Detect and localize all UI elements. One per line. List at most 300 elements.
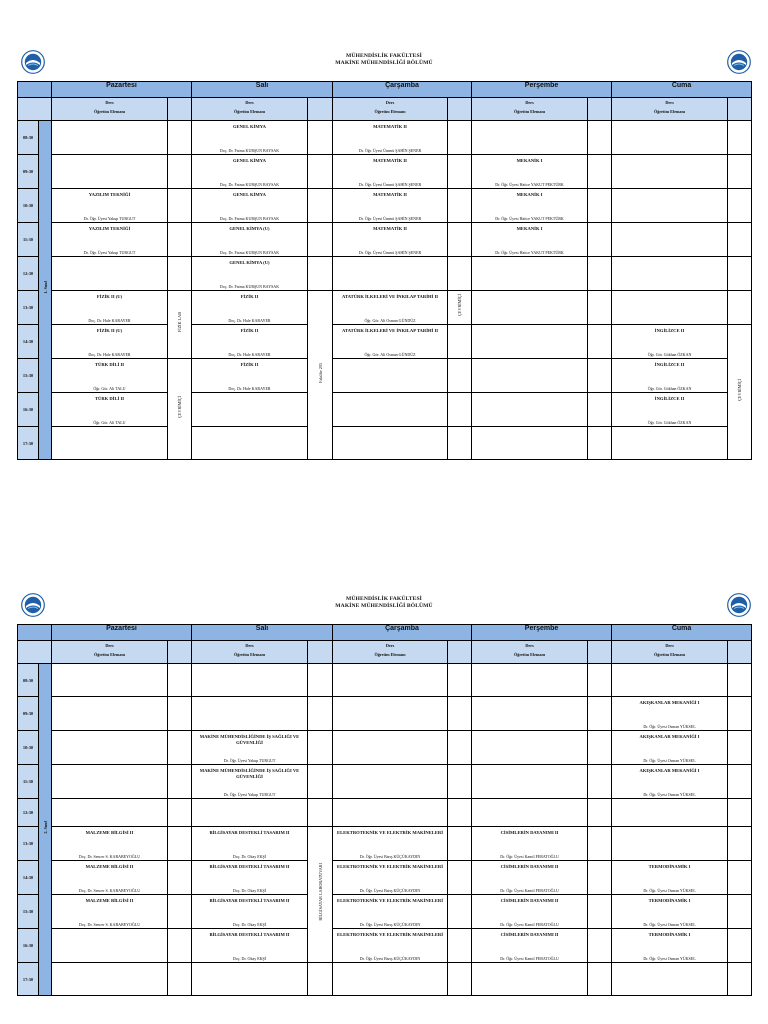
course-teacher: Dr. Öğr. Üyesi Kamil FERATOĞLU	[500, 888, 559, 893]
course-block	[52, 325, 167, 358]
course-name: FİZİK II	[240, 328, 259, 333]
course-teacher: Dr. Öğr. Üyesi Barış KÜÇÜKAYDIN	[359, 888, 421, 893]
sub-header-side	[588, 641, 612, 664]
side-cell	[448, 697, 472, 731]
empty-cell	[192, 427, 308, 460]
course-block	[192, 291, 307, 324]
day-header-sali: Salı	[192, 625, 333, 641]
empty-cell	[333, 765, 448, 799]
course-cell	[472, 189, 588, 223]
course-teacher: Dr. Öğr. Üyesi Osman YÜKSEL	[643, 724, 696, 729]
time-label: 14:30	[18, 325, 39, 359]
time-row	[18, 155, 752, 189]
teacher-label: Öğretim Elemanı	[514, 652, 546, 657]
side-cell	[168, 861, 192, 895]
course-cell	[612, 895, 728, 929]
side-cell	[168, 895, 192, 929]
empty-cell	[612, 291, 728, 325]
department-title: MAKİNE MÜHENDİSLİĞİ BÖLÜMÜ	[335, 60, 433, 66]
sub-header-side	[308, 98, 333, 121]
room-label: FİZİK LAB	[177, 311, 182, 333]
time-label: 08:30	[18, 664, 39, 697]
empty-cell	[333, 963, 448, 996]
course-cell	[333, 291, 448, 325]
time-label: 11:30	[18, 765, 39, 799]
side-cell	[168, 963, 192, 996]
course-teacher: Doç. Dr. Hale KARAYER	[88, 352, 131, 357]
course-name: MATEMATİK II	[373, 192, 407, 197]
course-block	[333, 291, 447, 324]
course-block	[612, 929, 727, 962]
empty-cell	[192, 799, 308, 827]
teacher-label: Öğretim Elemanı	[374, 652, 406, 657]
course-name: İNGİLİZCE II	[654, 328, 685, 333]
schedule-header	[17, 588, 751, 624]
time-label: 11:30	[18, 223, 39, 257]
room-cell	[308, 291, 333, 460]
side-cell	[448, 664, 472, 697]
course-cell	[52, 861, 168, 895]
course-block	[612, 895, 727, 928]
side-cell	[588, 359, 612, 393]
course-block	[333, 155, 447, 188]
side-cell	[728, 189, 752, 223]
teacher-label: Öğretim Elemanı	[94, 109, 125, 114]
time-row	[18, 731, 752, 765]
time-row	[18, 963, 752, 996]
empty-cell	[52, 765, 168, 799]
course-name: FİZİK II	[240, 294, 259, 299]
course-teacher: Doç. Dr. Fatma KURŞUN BAYSAK	[219, 284, 280, 289]
side-cell	[308, 257, 333, 291]
course-cell	[472, 929, 588, 963]
side-cell	[448, 325, 472, 359]
department-title: MAKİNE MÜHENDİSLİĞİ BÖLÜMÜ	[335, 603, 433, 609]
course-name: İNGİLİZCE II	[654, 396, 685, 401]
course-teacher: Dr. Öğr. Üyesi Barış KÜÇÜKAYDIN	[359, 854, 421, 859]
empty-cell	[52, 155, 168, 189]
empty-cell	[52, 427, 168, 460]
course-teacher: Öğr. Gör. Gökhan ÖZKAN	[647, 352, 692, 357]
empty-cell	[333, 393, 448, 427]
side-cell	[588, 121, 612, 155]
time-label: 16:30	[18, 393, 39, 427]
side-cell	[448, 765, 472, 799]
course-name: ATATÜRK İLKELERİ VE İNKILAP TARİHİ II	[341, 328, 439, 333]
course-cell	[192, 861, 308, 895]
course-cell	[472, 827, 588, 861]
course-block	[192, 731, 307, 764]
course-name: AKIŞKANLAR MEKANİĞİ I	[639, 700, 700, 705]
side-cell	[168, 731, 192, 765]
course-cell	[192, 121, 308, 155]
time-row	[18, 861, 752, 895]
empty-cell	[612, 963, 728, 996]
time-row	[18, 121, 752, 155]
empty-cell	[472, 963, 588, 996]
course-label: Ders	[665, 643, 674, 648]
sub-header-side	[308, 641, 333, 664]
schedule-1	[17, 45, 751, 460]
empty-cell	[472, 393, 588, 427]
course-cell	[612, 731, 728, 765]
side-cell	[588, 929, 612, 963]
course-cell	[192, 359, 308, 393]
course-name: TÜRK DİLİ II	[94, 362, 125, 367]
empty-cell	[472, 257, 588, 291]
sub-header-carsamba	[333, 641, 448, 664]
side-cell	[308, 189, 333, 223]
time-row	[18, 325, 752, 359]
course-teacher: Doç. Dr. Okay EKŞİ	[232, 956, 267, 961]
side-cell	[448, 257, 472, 291]
side-cell	[588, 963, 612, 996]
course-cell	[472, 155, 588, 189]
course-block	[52, 393, 167, 426]
course-cell	[52, 223, 168, 257]
course-cell	[333, 223, 448, 257]
side-cell	[728, 765, 752, 799]
side-cell	[588, 325, 612, 359]
course-name: ELEKTROTEKNİK VE ELEKTRİK MAKİNELERİ	[337, 932, 443, 937]
course-teacher: Dr. Öğr. Üyesi Osman YÜKSEL	[643, 758, 696, 763]
course-block	[612, 359, 727, 392]
course-block	[472, 189, 587, 222]
course-block	[192, 189, 307, 222]
course-name: TERMODİNAMİK I	[648, 898, 691, 903]
class-year-cell	[39, 121, 52, 460]
course-label: Ders	[105, 643, 114, 648]
empty-cell	[333, 799, 448, 827]
empty-cell	[472, 121, 588, 155]
course-cell	[472, 223, 588, 257]
course-cell	[333, 827, 448, 861]
schedule-2	[17, 588, 751, 996]
side-cell	[168, 664, 192, 697]
empty-cell	[472, 765, 588, 799]
university-logo-icon	[21, 593, 45, 617]
course-name: CİSİMLERİN DAYANIMI II	[500, 864, 559, 869]
course-cell	[192, 189, 308, 223]
room-label: BİLGİSAYAR LABORATUVARI	[317, 863, 323, 921]
course-cell	[192, 731, 308, 765]
course-teacher: Dr. Öğr. Üyesi Kamil FERATOĞLU	[500, 956, 559, 961]
side-cell	[308, 223, 333, 257]
course-teacher: Dr. Öğr. Üyesi Osman YÜKSEL	[643, 956, 696, 961]
course-teacher: Öğr. Gör. Ali Osman GÜNDÜZ	[364, 352, 416, 357]
course-cell	[333, 929, 448, 963]
course-name: GENEL KİMYA	[233, 192, 266, 197]
sub-header-cuma	[612, 641, 728, 664]
course-label: Ders	[525, 100, 534, 105]
time-label: 08:30	[18, 121, 39, 155]
course-cell	[52, 325, 168, 359]
course-cell	[192, 291, 308, 325]
course-name: TERMODİNAMİK I	[648, 864, 691, 869]
course-teacher: Dr. Öğr. Üyesi Osman YÜKSEL	[643, 888, 696, 893]
day-header-carsamba: Çarşamba	[333, 625, 472, 641]
side-cell	[168, 827, 192, 861]
course-block	[192, 827, 307, 860]
course-block	[192, 155, 307, 188]
course-teacher: Öğr. Gör. Ali TALU	[93, 386, 126, 391]
side-cell	[728, 895, 752, 929]
side-cell	[588, 291, 612, 325]
sub-header-side	[448, 98, 472, 121]
course-block	[52, 223, 167, 256]
course-name: MEKANİK I	[516, 192, 543, 197]
teacher-label: Öğretim Elemanı	[94, 652, 125, 657]
side-cell	[728, 963, 752, 996]
side-cell	[588, 799, 612, 827]
sub-header-side	[728, 98, 752, 121]
time-label: 10:30	[18, 731, 39, 765]
empty-cell	[612, 827, 728, 861]
side-cell	[168, 765, 192, 799]
room-cell	[168, 359, 192, 460]
course-teacher: Dr. Öğr. Üyesi Ümmü ŞAHİN ŞENER	[358, 250, 422, 255]
course-cell	[52, 291, 168, 325]
side-cell	[588, 257, 612, 291]
day-header-pazartesi: Pazartesi	[52, 625, 192, 641]
empty-cell	[52, 697, 168, 731]
time-row	[18, 223, 752, 257]
course-teacher: Doç. Dr. Fatma KURŞUN BAYSAK	[219, 216, 280, 221]
course-name: MATEMATİK II	[373, 226, 407, 231]
course-teacher: Dr. Öğr. Üyesi Ümmü ŞAHİN ŞENER	[358, 148, 422, 153]
empty-cell	[472, 731, 588, 765]
sub-header-pazartesi	[52, 641, 168, 664]
course-block	[333, 861, 447, 894]
day-header-carsamba: Çarşamba	[333, 82, 472, 98]
course-teacher: Doç. Dr. Fatma KURŞUN BAYSAK	[219, 250, 280, 255]
course-cell	[192, 929, 308, 963]
time-row	[18, 291, 752, 325]
empty-cell	[333, 257, 448, 291]
course-teacher: Dr. Öğr. Üyesi Ümmü ŞAHİN ŞENER	[358, 216, 422, 221]
time-row	[18, 895, 752, 929]
course-teacher: Öğr. Gör. Gökhan ÖZKAN	[647, 386, 692, 391]
course-teacher: Doç. Dr. Hale KARAYER	[88, 318, 131, 323]
course-cell	[612, 325, 728, 359]
course-name: CİSİMLERİN DAYANIMI II	[500, 898, 559, 903]
day-header-persembe: Perşembe	[472, 82, 612, 98]
course-block	[612, 393, 727, 426]
course-block	[333, 325, 447, 358]
course-name: ATATÜRK İLKELERİ VE İNKILAP TARİHİ II	[341, 294, 439, 299]
teacher-label: Öğretim Elemanı	[234, 109, 265, 114]
course-teacher: Doç. Dr. Sencer S. KARABEYOĞLU	[78, 854, 141, 859]
side-cell	[588, 664, 612, 697]
course-cell	[192, 257, 308, 291]
side-cell	[448, 155, 472, 189]
day-header-persembe: Perşembe	[472, 625, 612, 641]
course-label: Ders	[525, 643, 534, 648]
course-cell	[192, 155, 308, 189]
empty-cell	[333, 731, 448, 765]
course-name: FİZİK II	[240, 362, 259, 367]
time-row	[18, 359, 752, 393]
time-label: 17:30	[18, 427, 39, 460]
side-cell	[308, 963, 333, 996]
empty-cell	[192, 697, 308, 731]
time-label: 16:30	[18, 929, 39, 963]
course-teacher: Öğr. Gör. Ali TALU	[93, 420, 126, 425]
course-teacher: Öğr. Gör. Gökhan ÖZKAN	[647, 420, 692, 425]
side-cell	[728, 664, 752, 697]
course-block	[472, 861, 587, 894]
sub-header-sali	[192, 98, 308, 121]
course-block	[192, 765, 307, 798]
side-cell	[448, 799, 472, 827]
side-cell	[588, 731, 612, 765]
course-block	[612, 731, 727, 764]
course-name: BİLGİSAYAR DESTEKLİ TASARIM II	[209, 932, 290, 937]
side-cell	[588, 189, 612, 223]
side-cell	[588, 427, 612, 460]
course-teacher: Doç. Dr. Hale KARAYER	[228, 386, 271, 391]
course-name: TERMODİNAMİK I	[648, 932, 691, 937]
faculty-title: MÜHENDİSLİK FAKÜLTESİ	[346, 596, 422, 602]
time-label: 09:30	[18, 155, 39, 189]
course-name: FİZİK II (U)	[96, 294, 123, 299]
course-teacher: Dr. Öğr. Üyesi Kamil FERATOĞLU	[500, 854, 559, 859]
side-cell	[168, 155, 192, 189]
side-cell	[308, 664, 333, 697]
course-teacher: Dr. Öğr. Üyesi Osman YÜKSEL	[643, 792, 696, 797]
side-cell	[168, 799, 192, 827]
side-cell	[728, 731, 752, 765]
side-cell	[308, 155, 333, 189]
teacher-label: Öğretim Elemanı	[234, 652, 265, 657]
course-name: GENEL KİMYA	[233, 124, 266, 129]
course-name: MALZEME BİLGİSİ II	[85, 898, 134, 903]
sub-header-cuma	[612, 98, 728, 121]
course-cell	[192, 325, 308, 359]
side-cell	[588, 827, 612, 861]
time-row	[18, 697, 752, 731]
sub-header-pazartesi	[52, 98, 168, 121]
course-teacher: Doç. Dr. Okay EKŞİ	[232, 854, 267, 859]
side-cell	[728, 697, 752, 731]
corner-cell	[18, 625, 52, 641]
time-label: 14:30	[18, 861, 39, 895]
course-cell	[612, 765, 728, 799]
course-label: Ders	[385, 643, 395, 648]
course-cell	[52, 359, 168, 393]
teacher-label: Öğretim Elemanı	[374, 109, 406, 114]
side-cell	[448, 929, 472, 963]
side-cell	[168, 929, 192, 963]
side-cell	[588, 223, 612, 257]
course-cell	[52, 827, 168, 861]
empty-cell	[192, 664, 308, 697]
side-cell	[588, 155, 612, 189]
course-teacher: Doç. Dr. Sencer S. KARABEYOĞLU	[78, 888, 141, 893]
course-block	[192, 861, 307, 894]
side-cell	[728, 861, 752, 895]
timetable	[17, 624, 752, 996]
empty-cell	[612, 189, 728, 223]
time-label: 13:30	[18, 827, 39, 861]
course-teacher: Dr. Öğr. Üyesi Barış KÜÇÜKAYDIN	[359, 922, 421, 927]
empty-cell	[333, 664, 448, 697]
course-name: ELEKTROTEKNİK VE ELEKTRİK MAKİNELERİ	[337, 864, 443, 869]
course-teacher: Dr. Öğr. Üyesi Hatice YAKUT PEKTÜRK	[495, 182, 564, 187]
faculty-title: MÜHENDİSLİK FAKÜLTESİ	[346, 53, 422, 59]
course-name: AKIŞKANLAR MEKANİĞİ I	[639, 734, 700, 739]
side-cell	[448, 121, 472, 155]
course-teacher: Dr. Öğr. Üyesi Kamil FERATOĞLU	[500, 922, 559, 927]
course-block	[192, 895, 307, 928]
time-row	[18, 929, 752, 963]
course-block	[333, 929, 447, 962]
course-cell	[52, 189, 168, 223]
university-logo-icon	[21, 50, 45, 74]
course-name: BİLGİSAYAR DESTEKLİ TASARIM II	[209, 898, 290, 903]
empty-cell	[472, 359, 588, 393]
course-cell	[333, 861, 448, 895]
course-teacher: Dr. Öğr. Üyesi Hatice YAKUT PEKTÜRK	[495, 216, 564, 221]
empty-cell	[472, 325, 588, 359]
course-name: CİSİMLERİN DAYANIMI II	[500, 830, 559, 835]
sub-header-row	[18, 98, 752, 121]
university-logo-icon	[727, 50, 751, 74]
course-cell	[333, 325, 448, 359]
course-teacher: Dr. Öğr. Üyesi Yakup TURGUT	[83, 250, 136, 255]
room-label: ÇEVRİMİÇİ	[177, 395, 182, 418]
course-label: Ders	[665, 100, 674, 105]
sub-header-carsamba	[333, 98, 448, 121]
course-name: MAKİNE MÜHENDİSLİĞİNDE İŞ SAĞLIĞI VE GÜVENLİĞİ	[199, 768, 300, 779]
sub-header-row	[18, 641, 752, 664]
course-teacher: Dr. Öğr. Üyesi Barış KÜÇÜKAYDIN	[359, 956, 421, 961]
course-cell	[192, 223, 308, 257]
side-cell	[588, 765, 612, 799]
course-cell	[192, 827, 308, 861]
side-cell	[168, 121, 192, 155]
time-label: 10:30	[18, 189, 39, 223]
course-teacher: Doç. Dr. Fatma KURŞUN BAYSAK	[219, 182, 280, 187]
time-row	[18, 393, 752, 427]
course-block	[472, 895, 587, 928]
time-label: 09:30	[18, 697, 39, 731]
empty-cell	[52, 731, 168, 765]
side-cell	[588, 895, 612, 929]
time-row	[18, 427, 752, 460]
course-cell	[472, 861, 588, 895]
side-cell	[728, 827, 752, 861]
sub-header-side	[448, 641, 472, 664]
course-name: MATEMATİK II	[373, 124, 407, 129]
empty-cell	[472, 291, 588, 325]
side-cell	[448, 963, 472, 996]
course-teacher: Doç. Dr. Sencer S. KARABEYOĞLU	[78, 922, 141, 927]
course-name: BİLGİSAYAR DESTEKLİ TASARIM II	[209, 864, 290, 869]
course-name: ELEKTROTEKNİK VE ELEKTRİK MAKİNELERİ	[337, 898, 443, 903]
course-block	[192, 223, 307, 256]
side-cell	[308, 121, 333, 155]
course-cell	[192, 765, 308, 799]
empty-cell	[52, 929, 168, 963]
time-row	[18, 664, 752, 697]
room-label: ÇEVRİMİÇİ	[457, 294, 463, 316]
course-block	[472, 827, 587, 860]
corner-cell	[18, 98, 52, 121]
course-name: CİSİMLERİN DAYANIMI II	[500, 932, 559, 937]
course-cell	[52, 895, 168, 929]
side-cell	[168, 697, 192, 731]
